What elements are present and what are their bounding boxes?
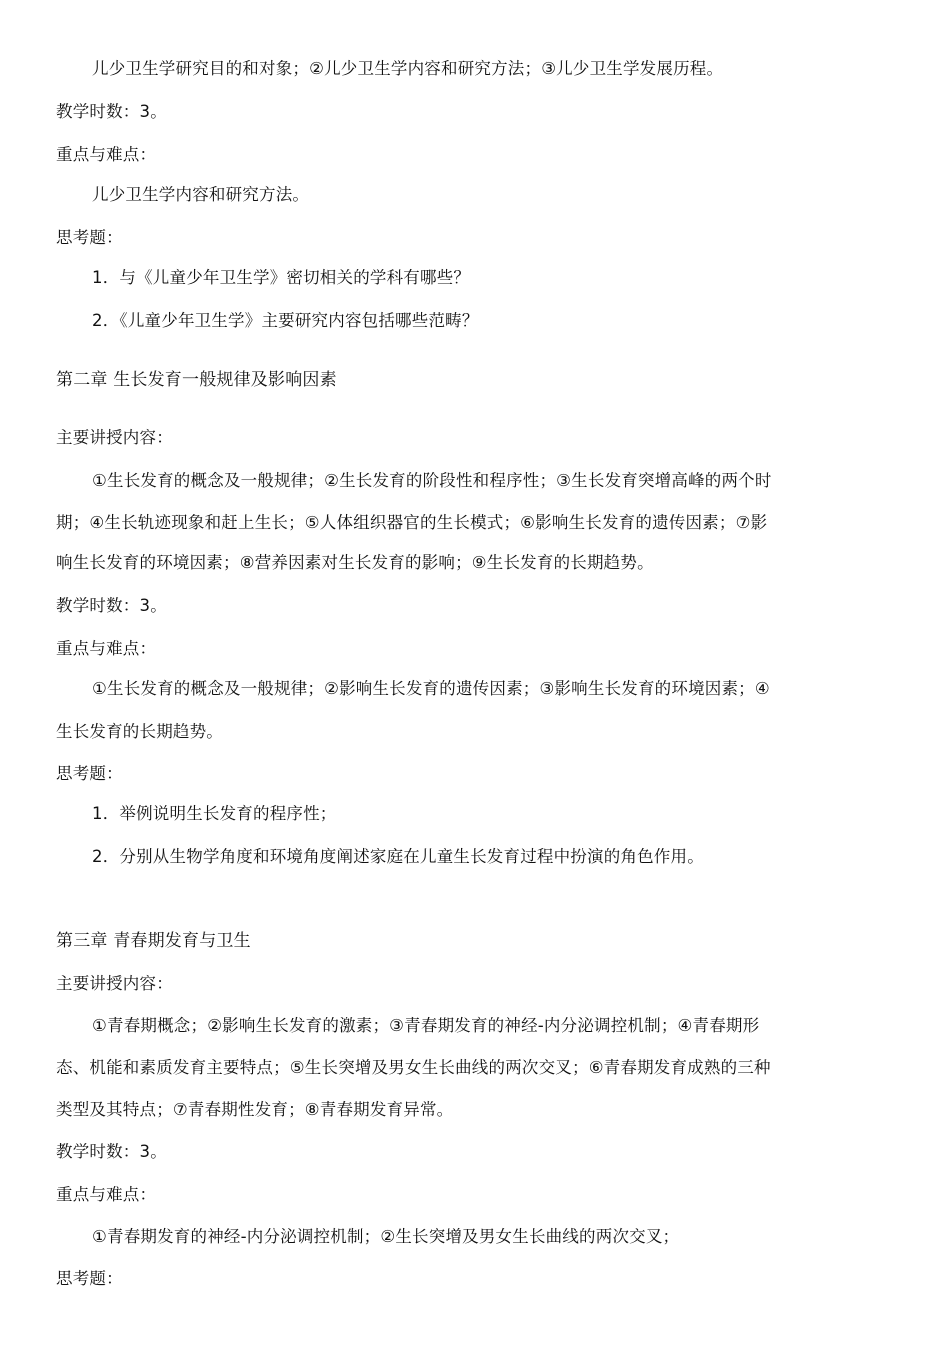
ch3-content-line-1: ①青春期概念；②影响生长发育的激素；③青春期发育的神经-内分泌调控机制；④青春期形 [92, 1016, 760, 1035]
ch2-title: 第二章 生长发育一般规律及影响因素 [56, 370, 337, 390]
ch1-questions-label: 思考题： [56, 228, 123, 247]
ch2-content-line-2: 期；④生长轨迹现象和赶上生长；⑤人体组织器官的生长模式；⑥影响生长发育的遗传因素；⑦影 [56, 513, 768, 532]
ch3-questions-label: 思考题： [56, 1269, 123, 1288]
ch2-content-line-3: 响生长发育的环境因素；⑧营养因素对生长发育的影响；⑨生长发育的长期趋势。 [56, 553, 654, 572]
ch2-question-1: 1．举例说明生长发育的程序性； [92, 804, 337, 823]
ch3-title: 第三章 青春期发育与卫生 [56, 931, 251, 951]
ch3-teaching-hours: 教学时数：3。 [56, 1142, 167, 1161]
ch1-key-points-label: 重点与难点： [56, 145, 157, 164]
ch2-questions-label: 思考题： [56, 764, 123, 783]
ch3-content-line-3: 类型及其特点；⑦青春期性发育；⑧青春期发育异常。 [56, 1100, 454, 1119]
ch2-key-points-line-2: 生长发育的长期趋势。 [56, 722, 223, 741]
ch1-question-2: 2．《儿童少年卫生学》主要研究内容包括哪些范畴？ [92, 311, 479, 330]
ch3-key-points-text: ①青春期发育的神经-内分泌调控机制；②生长突增及男女生长曲线的两次交叉； [92, 1227, 680, 1246]
ch2-key-points-line-1: ①生长发育的概念及一般规律；②影响生长发育的遗传因素；③影响生长发育的环境因素；④ [92, 679, 770, 698]
ch2-question-2: 2．分别从生物学角度和环境角度阐述家庭在儿童生长发育过程中扮演的角色作用。 [92, 847, 704, 866]
ch2-content-line-1: ①生长发育的概念及一般规律；②生长发育的阶段性和程序性；③生长发育突增高峰的两个时 [92, 471, 772, 490]
ch3-key-points-label: 重点与难点： [56, 1185, 157, 1204]
ch2-content-label: 主要讲授内容： [56, 428, 173, 447]
ch1-key-points-text: 儿少卫生学内容和研究方法。 [92, 185, 310, 204]
ch1-question-1: 1．与《儿童少年卫生学》密切相关的学科有哪些？ [92, 268, 471, 287]
ch1-teaching-hours: 教学时数：3。 [56, 102, 167, 121]
ch3-content-label: 主要讲授内容： [56, 974, 173, 993]
ch2-key-points-label: 重点与难点： [56, 639, 157, 658]
ch1-content-continuation: 儿少卫生学研究目的和对象；②儿少卫生学内容和研究方法；③儿少卫生学发展历程。 [92, 59, 724, 78]
ch2-teaching-hours: 教学时数：3。 [56, 596, 167, 615]
ch3-content-line-2: 态、机能和素质发育主要特点；⑤生长突增及男女生长曲线的两次交叉；⑥青春期发育成熟的三种 [56, 1058, 771, 1077]
